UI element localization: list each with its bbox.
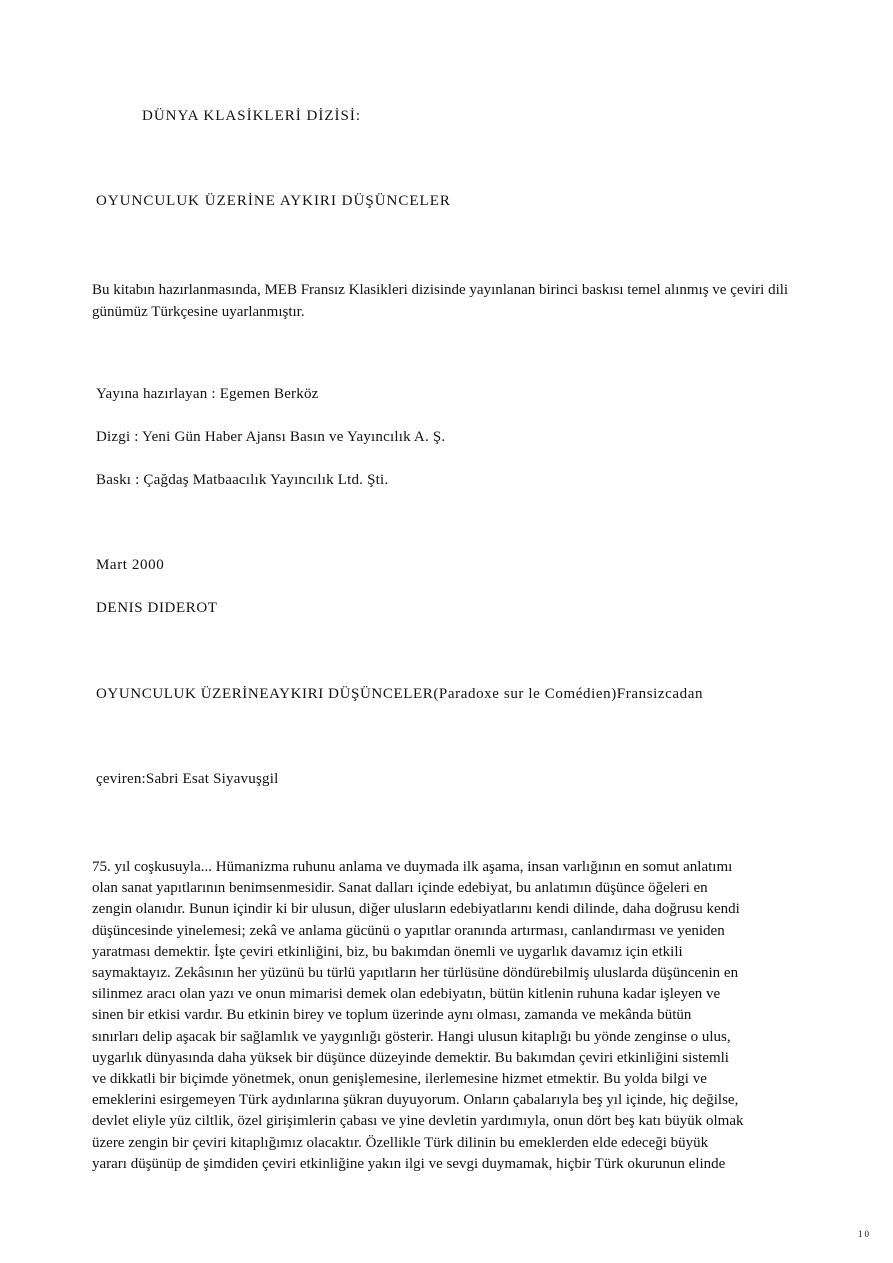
publication-date: Mart 2000: [96, 557, 165, 573]
series-heading: DÜNYA KLASİKLERİ DİZİSİ:: [142, 108, 361, 124]
body-paragraph: [92, 857, 804, 1175]
printing-credit: Baskı : Çağdaş Matbaacılık Yayıncılık Ltd. Şti.: [96, 472, 389, 488]
body-line: düşüncesinde yinelemesi; zekâ ve anlama gücünü o yapıtlar oranında artırması, canlandırması ve yeniden: [92, 922, 725, 939]
body-line: saymaktayız. Zekâsının her yüzünü bu türlü yapıtların her türlüsüne döndürebilmiş uluslarda düşüncenin en: [92, 965, 739, 982]
body-line: ve dikkatli bir biçimde yönetmek, onun genişlemesine, ilerlemesine hizmet etmektir. Bu yolda bilgi ve: [92, 1071, 707, 1088]
body-line: uygarlık dünyasında daha yüksek bir düşünce düzeyinde demektir. Bu bakımdan çeviri etkinliğini sistemli: [92, 1049, 729, 1066]
editor-credit: Yayına hazırlayan : Egemen Berköz: [96, 386, 319, 402]
typesetting-credit: Dizgi : Yeni Gün Haber Ajansı Basın ve Yayıncılık A. Ş.: [96, 429, 446, 445]
body-line: sinen bir etkisi vardır. Bu etkinin birey ve toplum üzerinde aynı olması, zamanda ve mekânda bütün: [92, 1007, 692, 1024]
book-title: OYUNCULUK ÜZERİNE AYKIRI DÜŞÜNCELER: [96, 193, 451, 209]
full-title: OYUNCULUK ÜZERİNEAYKIRI DÜŞÜNCELER(Paradoxe sur le Comédien)Fransizcadan: [96, 686, 704, 702]
body-line: emeklerini esirgemeyen Türk aydınlarına şükran duyuyorum. Onların çabalarıyla beş yıl içinde, hiç değilse,: [92, 1092, 739, 1109]
body-line: yararı düşünüp de şimdiden çeviri etkinliğine yakın ilgi ve sevgi duymamak, hiçbir Türk okurunun elinde: [92, 1155, 726, 1172]
body-line: silinmez aracı olan yazı ve onun mimarisi demek olan edebiyatın, bütün kitlenin ruhuna kadar işleyen ve: [92, 986, 721, 1003]
edition-note: Bu kitabın hazırlanmasında, MEB Fransız Klasikleri dizisinde yayınlanan birinci baskısı temel alınmış ve çeviri dili günümüz Türkçesine uyarlanmıştır.: [92, 282, 789, 320]
translator-credit: çeviren:Sabri Esat Siyavuşgil: [96, 771, 279, 787]
page-number: 10: [858, 1229, 871, 1239]
author-name: DENIS DIDEROT: [96, 600, 218, 616]
body-line: 75. yıl coşkusuyla... Hümanizma ruhunu anlama ve duymada ilk aşama, insan varlığının en somut anlatımı: [92, 859, 733, 875]
body-line: sınırları delip aşacak bir sağlamlık ve yaygınlığı gösterir. Hangi ulusun kitaplığı bu yönde zenginse o ulus,: [92, 1028, 731, 1045]
body-line: zengin olanıdır. Bunun içindir ki bir ulusun, diğer ulusların edebiyatlarını kendi dilinde, daha doğrusu kendi: [92, 901, 740, 918]
body-line: devlet eliyle yüz ciltlik, özel girişimlerin çabası ve yine devletin yardımıyla, onun dört beş katı büyük olmak: [92, 1113, 744, 1130]
body-line: üzere zengin bir çeviri kitaplığımız olacaktır. Özellikle Türk dilinin bu emeklerden elde edeceği büyük: [92, 1134, 709, 1151]
body-line: yaratması demektir. İşte çeviri etkinliğini, biz, bu bakımdan önemli ve uygarlık davamız için etkili: [92, 943, 683, 960]
body-line: olan sanat yapıtlarının benimsenmesidir. Sanat dalları içinde edebiyat, bu anlatımın düşünce öğeleri en: [92, 880, 708, 897]
